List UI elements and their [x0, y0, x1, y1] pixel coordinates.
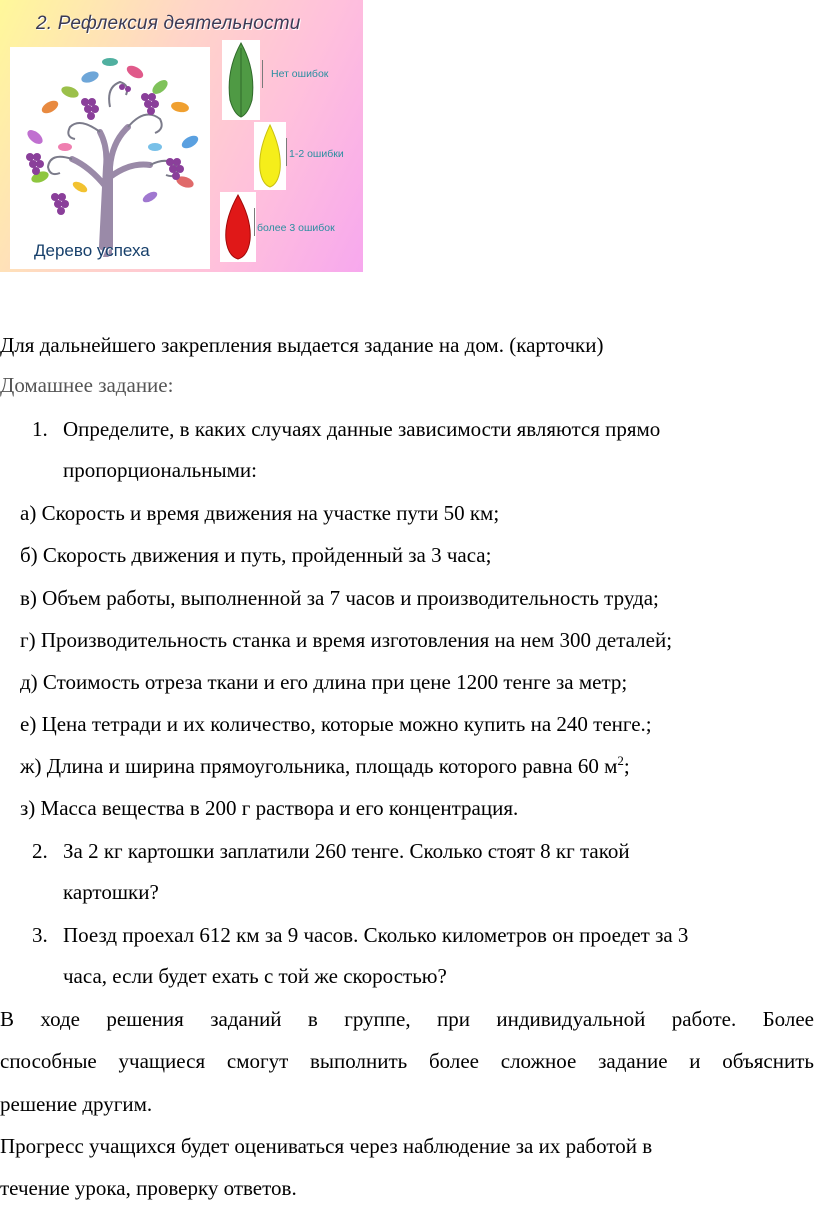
task-3-line-1: Поезд проехал 612 км за 9 часов. Сколько километров он проедет за 3: [63, 923, 689, 947]
legend-separator: [262, 60, 263, 88]
slide-title: 2. Рефлексия деятельности: [36, 13, 301, 34]
legend-green-leaf: [222, 40, 260, 120]
task-3-line-2: часа, если будет ехать с той же скоростью?: [63, 964, 447, 988]
item-zh-text: ж) Длина и ширина прямоугольника, площадь которого равна 60 м: [20, 754, 618, 778]
success-tree-illustration: [10, 47, 210, 269]
item-zh-superscript: 2: [617, 753, 624, 768]
paragraph-2-line-2: течение урока, проверку ответов.: [0, 1176, 297, 1200]
task-2-number: 2.: [32, 839, 48, 863]
task-1-item-b: б) Скорость движения и путь, пройденный за 3 часа;: [20, 543, 492, 567]
task-1-item-d: д) Стоимость отреза ткани и его длина при цене 1200 тенге за метр;: [20, 670, 628, 694]
legend-label-3plus-errors: более 3 ошибок: [257, 222, 335, 234]
tree-caption: Дерево успеха: [34, 241, 150, 260]
paragraph-2-line-1: Прогресс учащихся будет оцениваться через наблюдение за их работой в: [0, 1134, 653, 1158]
task-3-number: 3.: [32, 923, 48, 947]
yellow-leaf-icon: [254, 122, 286, 190]
task-1-number: 1.: [32, 417, 48, 441]
paragraph-1-line-2: способные учащиеся смогут выполнить более сложное задание и объяснить: [0, 1049, 814, 1073]
task-2-line-1: За 2 кг картошки заплатили 260 тенге. Сколько стоят 8 кг такой: [63, 839, 630, 863]
reflection-slide: [0, 0, 363, 272]
intro-paragraph: Для дальнейшего закрепления выдается задание на дом. (карточки): [0, 333, 604, 357]
paragraph-1-line-1: В ходе решения заданий в группе, при индивидуальной работе. Более: [0, 1007, 814, 1031]
red-leaf-icon: [220, 192, 256, 262]
task-1-item-g: г) Производительность станка и время изготовления на нем 300 деталей;: [20, 628, 673, 652]
legend-separator: [286, 138, 287, 166]
task-1-line-1: Определите, в каких случаях данные зависимости являются прямо: [63, 417, 661, 441]
legend-red-leaf: [220, 192, 256, 262]
tree-icon: [10, 47, 210, 269]
item-zh-tail: ;: [623, 754, 630, 778]
legend-yellow-leaf: [254, 122, 286, 190]
task-1-item-e: е) Цена тетради и их количество, которые можно купить на 240 тенге.;: [20, 712, 652, 736]
task-1-item-zh: [20, 754, 630, 778]
legend-label-no-errors: Нет ошибок: [271, 68, 329, 80]
task-1-item-a: а) Скорость и время движения на участке пути 50 км;: [20, 501, 500, 525]
task-1-item-z: з) Масса вещества в 200 г раствора и его концентрация.: [20, 796, 519, 820]
legend-label-1-2-errors: 1-2 ошибки: [289, 148, 344, 160]
legend-separator: [254, 208, 255, 236]
homework-heading: Домашнее задание:: [0, 373, 174, 397]
paragraph-1-line-3: решение другим.: [0, 1092, 153, 1116]
task-1-line-2: пропорциональными:: [63, 458, 257, 482]
green-leaf-icon: [222, 40, 260, 120]
task-2-line-2: картошки?: [63, 880, 159, 904]
task-1-item-v: в) Объем работы, выполненной за 7 часов и производительность труда;: [20, 586, 659, 610]
